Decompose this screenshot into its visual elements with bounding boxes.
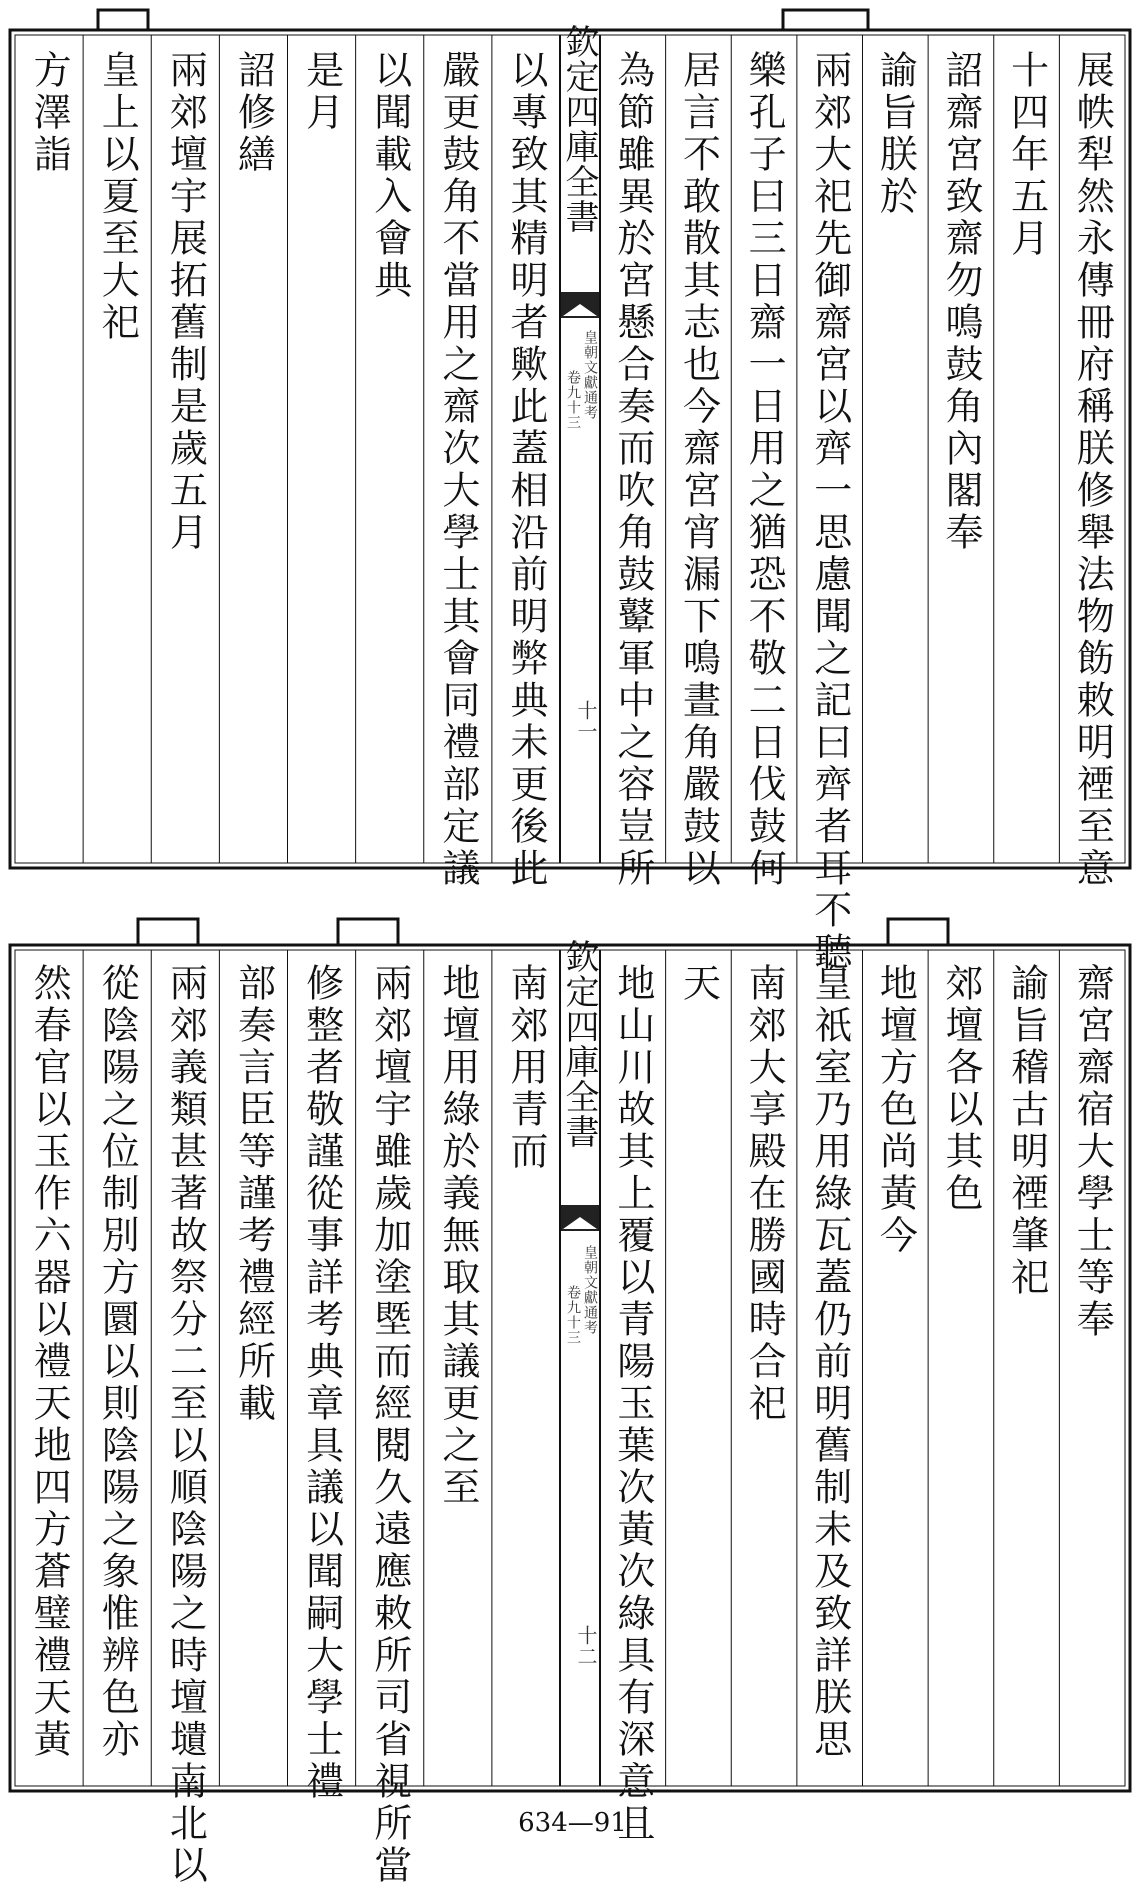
text-column: 兩郊壇宇展拓舊制是歲五月 [163, 50, 208, 554]
text-column: 郊壇各以其色 [938, 963, 983, 1215]
volume-label: 卷九十三 [565, 1285, 581, 1345]
book-title: 欽定四庫全書 [559, 24, 599, 234]
text-column: 齋宮齋宿大學士等奉 [1070, 963, 1115, 1341]
text-column: 兩郊義類甚著故祭分二至以順陰陽之時壇壝南北以 [163, 963, 208, 1887]
text-column: 十四年五月 [1004, 50, 1049, 260]
fishtail-icon [561, 1205, 599, 1231]
text-column: 詔齋宮致齋勿鳴鼓角內閣奉 [938, 50, 983, 554]
text-column: 兩郊大祀先御齋宮以齊一思慮聞之記曰齊者耳不聽 [807, 50, 852, 974]
fishtail-icon [561, 292, 599, 318]
text-column: 修整者敬謹從事詳考典章具議以聞嗣大學士禮 [299, 963, 344, 1803]
page-footer: 634—91 [518, 1808, 627, 1838]
text-column: 詔修繕 [231, 50, 276, 176]
text-column: 從陰陽之位制別方圜以則陰陽之象惟辨色亦 [95, 963, 140, 1761]
text-column: 展帙犁然永傳冊府稱朕修舉法物飭敕明禋至意 [1070, 50, 1115, 890]
text-column: 樂孔子曰三日齋一日用之猶恐不敬二日伐鼓何 [742, 50, 787, 890]
text-column: 兩郊壇宇雖歲加塗塈而經閱久遠應敕所司省視所當 [367, 963, 412, 1887]
text-column: 諭旨朕於 [873, 50, 918, 218]
text-column: 然春官以玉作六器以禮天地四方蒼璧禮天黃 [27, 963, 72, 1761]
text-column: 以專致其精明者歟此蓋相沿前明弊典未更後此 [503, 50, 548, 890]
text-column: 皇祇室乃用綠瓦蓋仍前明舊制未及致詳朕思 [807, 963, 852, 1761]
book-title: 欽定四庫全書 [559, 939, 599, 1149]
chapter-title: 皇朝文獻通考 [582, 1245, 598, 1335]
text-column: 南郊用青而 [503, 963, 548, 1173]
chapter-title: 皇朝文獻通考 [582, 330, 598, 420]
text-column: 地壇用綠於義無取其議更之至 [435, 963, 480, 1509]
top-panel [8, 0, 1134, 974]
volume-label: 卷九十三 [565, 370, 581, 430]
text-column: 天 [676, 963, 721, 1005]
text-column: 是月 [299, 50, 344, 134]
text-column: 方澤詣 [27, 50, 72, 176]
text-column: 居言不敢散其志也今齋宮宵漏下鳴晝角嚴鼓以 [676, 50, 721, 890]
text-column: 地山川故其上覆以青陽玉葉次黃次綠具有深意且 [610, 963, 655, 1845]
text-column: 地壇方色尚黃今 [873, 963, 918, 1257]
text-column: 皇上以夏至大祀 [95, 50, 140, 344]
page-number: 十二 [574, 1625, 598, 1667]
page-number: 十一 [574, 700, 598, 742]
text-column: 為節雖異於宮懸合奏而吹角鼓鼙軍中之容豈所 [610, 50, 655, 890]
text-column: 部奏言臣等謹考禮經所載 [231, 963, 276, 1425]
text-column: 嚴更鼓角不當用之齋次大學士其會同禮部定議 [435, 50, 480, 890]
text-column: 以聞載入會典 [367, 50, 412, 302]
text-column: 南郊大享殿在勝國時合祀 [742, 963, 787, 1425]
text-column: 諭旨稽古明禋肇祀 [1004, 963, 1049, 1299]
